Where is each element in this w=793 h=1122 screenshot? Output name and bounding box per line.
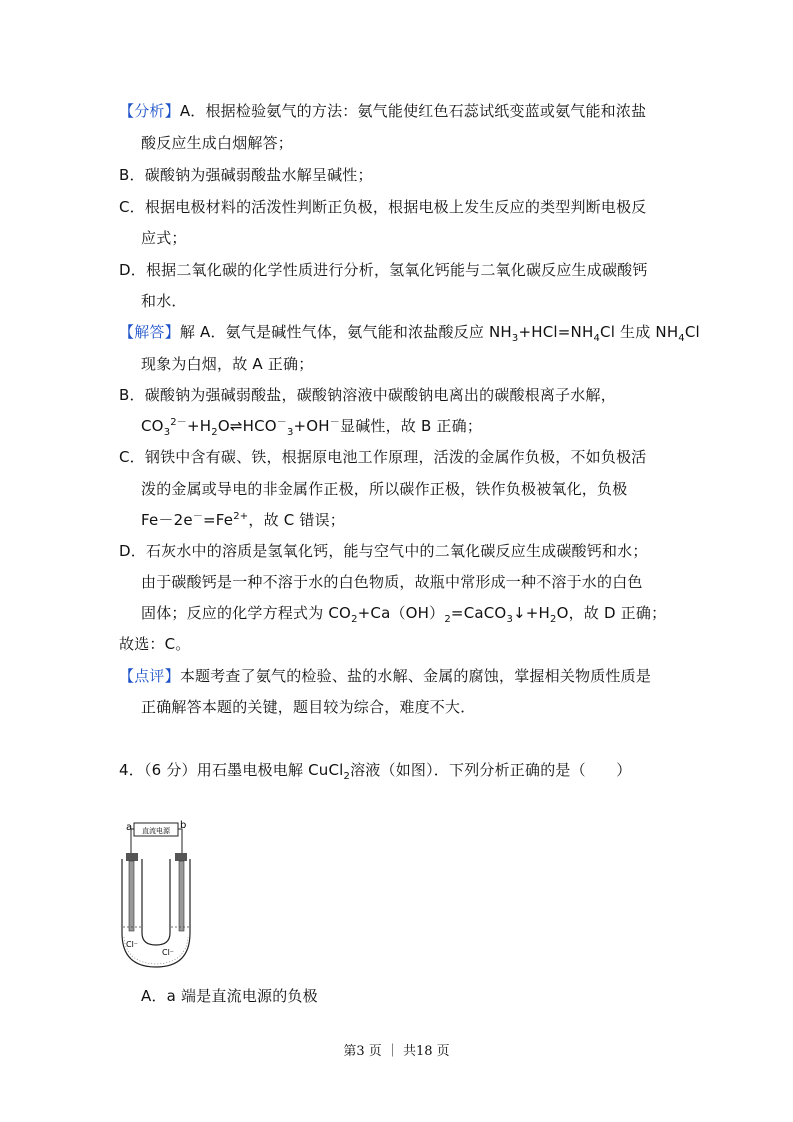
subscript: 2 xyxy=(550,614,557,625)
subscript: 3 xyxy=(506,614,513,625)
text-run: 固体；反应的化学方程式为 CO xyxy=(141,604,352,622)
subscript: 2 xyxy=(351,614,358,625)
solution-d-line1: D．石灰水中的溶质是氢氧化钙，能与空气中的二氧化碳反应生成碳酸钙和水； xyxy=(119,542,648,560)
analysis-b-line: B．碳酸钠为强碱弱酸盐水解呈碱性； xyxy=(119,166,373,184)
text-run: 溶液（如图）．下列分析正确的是（ ） xyxy=(350,761,632,779)
analysis-c-line2: 应式； xyxy=(141,229,187,247)
text-run: ↓+H xyxy=(513,604,551,622)
stopper-left xyxy=(126,853,138,861)
text-run: Fe－2e xyxy=(141,511,193,529)
solution-a-line1 xyxy=(119,322,700,342)
text-run: +H xyxy=(187,417,212,435)
comment-line2: 正确解答本题的关键，题目较为综合，难度不大． xyxy=(141,698,476,716)
text-run: 4．（6 分）用石墨电极电解 CuCl xyxy=(119,761,344,779)
terminal-b-label: b xyxy=(180,820,187,831)
analysis-tag: 【分析】 xyxy=(119,102,180,120)
analysis-a-line1 xyxy=(119,101,646,121)
text-run: +Ca（OH） xyxy=(357,604,445,622)
ion-label-right: Cl⁻ xyxy=(162,948,175,957)
electrode-left xyxy=(129,861,134,931)
analysis-d-line2: 和水． xyxy=(141,292,187,310)
analysis-d-line1: D．根据二氧化碳的化学性质进行分析，氢氧化钙能与二氧化碳反应生成碳酸钙 xyxy=(119,261,648,279)
subscript: 3 xyxy=(511,333,519,344)
comment-tag: 【点评】 xyxy=(119,667,180,685)
question4-option-a: A．a 端是直流电源的负极 xyxy=(141,987,318,1005)
analysis-a-line2: 酸反应生成白烟解答； xyxy=(141,134,294,152)
text-run: =CaCO xyxy=(450,604,507,622)
text-run: CO xyxy=(141,417,164,435)
text-run: O，故 D 正确； xyxy=(556,604,667,622)
solution-choice: 故选：C。 xyxy=(119,635,191,653)
solution-d-line3 xyxy=(141,603,666,623)
solution-c-line3 xyxy=(141,510,345,530)
text-run: Cl 生成 NH xyxy=(600,323,679,341)
text-run: ，故 C 错误； xyxy=(248,511,346,529)
u-tube-inner xyxy=(142,859,170,945)
solution-a-line2: 现象为白烟，故 A 正确； xyxy=(141,355,314,373)
u-tube-diagram xyxy=(118,815,198,975)
subscript: 4 xyxy=(593,333,601,344)
superscript: － xyxy=(192,511,204,522)
stopper-right xyxy=(175,853,187,861)
power-supply-label: 直流电源 xyxy=(142,827,170,835)
superscript: 2－ xyxy=(170,417,188,428)
text-run: 解 A．氨气是碱性气体，氨气能和浓盐酸反应 NH xyxy=(179,323,512,341)
analysis-a-text: A．根据检验氨气的方法：氨气能使红色石蕊试纸变蓝或氨气能和浓盐 xyxy=(179,102,647,120)
wire-b xyxy=(178,829,182,853)
subscript: 2 xyxy=(444,614,451,625)
text-run: O⇌HCO xyxy=(217,417,277,435)
subscript: 3 xyxy=(286,427,294,438)
analysis-c-line1: C．根据电极材料的活泼性判断正负极，根据电极上发生反应的类型判断电极反 xyxy=(119,198,647,216)
terminal-a-label: a xyxy=(126,822,133,833)
comment-line1 xyxy=(119,666,651,686)
solution-c-line1: C．钢铁中含有碳、铁，根据原电池工作原理，活泼的金属作负极，不如负极活 xyxy=(119,448,647,466)
text-run: +HCl=NH xyxy=(518,323,594,341)
superscript: － xyxy=(329,417,340,428)
text-run: =Fe xyxy=(203,511,234,529)
ion-label-left: Cl⁻ xyxy=(126,940,139,949)
text-run: Cl xyxy=(684,323,700,341)
solution-tag: 【解答】 xyxy=(119,323,180,341)
superscript: － xyxy=(276,417,287,428)
electrolysis-figure xyxy=(118,815,198,975)
solution-b-line1: B．碳酸钠为强碱弱酸盐，碳酸钠溶液中碳酸钠电离出的碳酸根离子水解， xyxy=(119,386,616,404)
electrode-right xyxy=(179,861,184,931)
subscript: 2 xyxy=(211,427,218,438)
solution-c-line2: 泼的金属或导电的非金属作正极，所以碳作正极，铁作负极被氧化，负极 xyxy=(141,480,628,498)
subscript: 2 xyxy=(343,771,351,782)
superscript: 2+ xyxy=(233,511,249,522)
subscript: 3 xyxy=(163,427,171,438)
question4-stem xyxy=(119,760,631,780)
page-footer: 第3 页 ｜ 共18 页 xyxy=(343,1044,450,1059)
text-run: 本题考查了氨气的检验、盐的水解、金属的腐蚀，掌握相关物质性质是 xyxy=(179,667,652,685)
subscript: 4 xyxy=(678,333,685,344)
solution-d-line2: 由于碳酸钙是一种不溶于水的白色物质，故瓶中常形成一种不溶于水的白色 xyxy=(141,573,643,591)
solution-b-line2 xyxy=(141,416,482,436)
text-run: 显碱性，故 B 正确； xyxy=(340,417,483,435)
text-run: +OH xyxy=(293,417,330,435)
